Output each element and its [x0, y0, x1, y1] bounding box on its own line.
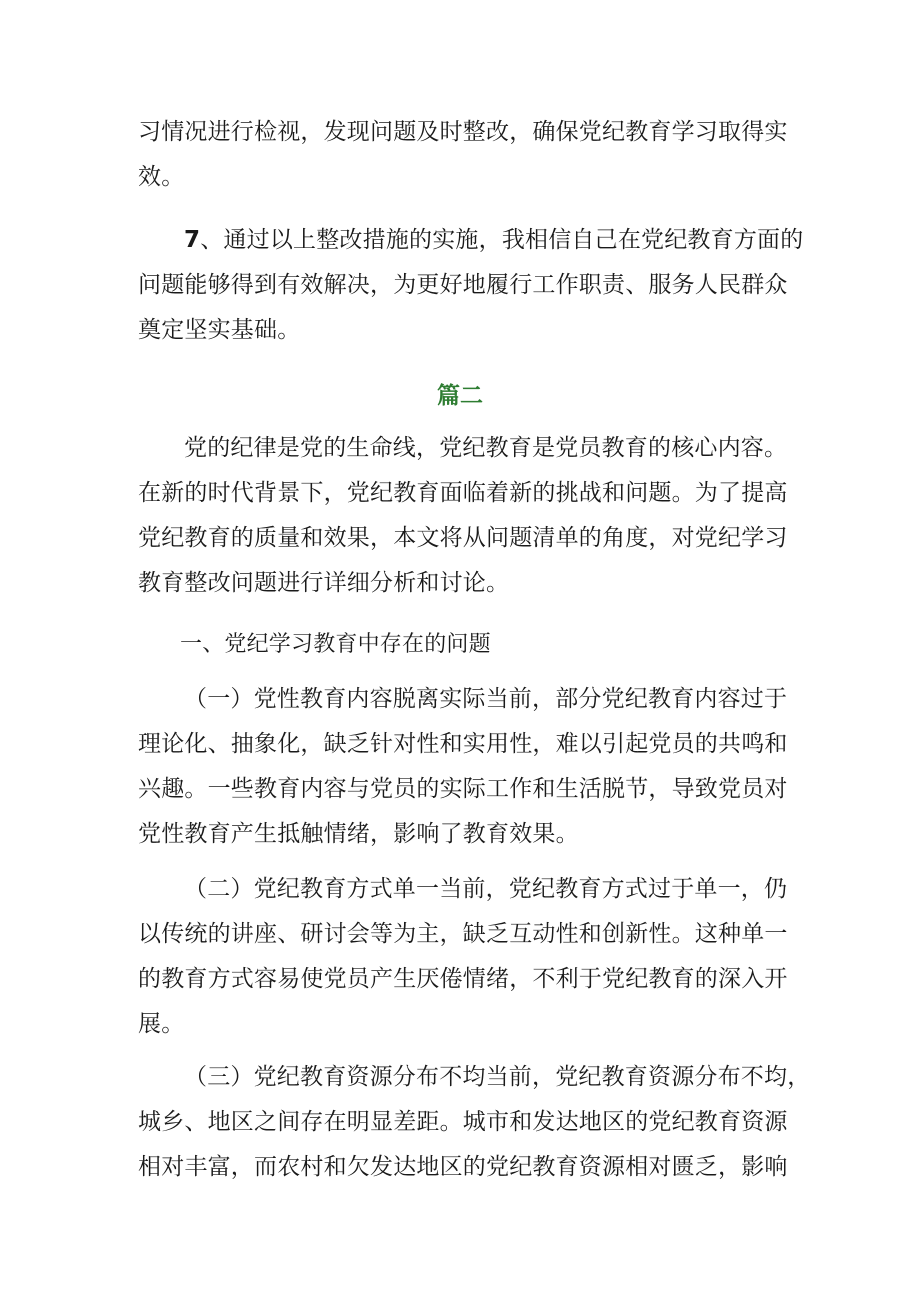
paragraph-line: 城乡、地区之间存在明显差距。城市和发达地区的党纪教育资源: [138, 1109, 788, 1135]
paragraph-line: 理论化、抽象化，缺乏针对性和实用性，难以引起党员的共鸣和: [138, 731, 788, 757]
paragraph-line: 党纪教育的质量和效果，本文将从问题清单的角度，对党纪学习: [138, 525, 788, 551]
paragraph-line: （三）党纪教育资源分布不均当前，党纪教育资源分布不均，: [184, 1064, 811, 1090]
point-number: 7: [184, 227, 201, 253]
point-7-first-line: [184, 225, 803, 255]
paragraph-line: 教育整改问题进行详细分析和讨论。: [138, 570, 510, 596]
paragraph-line: 以传统的讲座、研讨会等为主，缺乏互动性和创新性。这种单一: [138, 921, 788, 947]
paragraph-line: 党的纪律是党的生命线，党纪教育是党员教育的核心内容。: [184, 435, 788, 461]
paragraph-line: 党性教育产生抵触情绪，影响了教育效果。: [138, 821, 579, 847]
paragraph-line: 奠定坚实基础。: [138, 317, 301, 343]
paragraph-line: 在新的时代背景下，党纪教育面临着新的挑战和问题。为了提高: [138, 480, 788, 506]
paragraph-line: 相对丰富，而农村和欠发达地区的党纪教育资源相对匮乏，影响: [138, 1154, 788, 1180]
paragraph-line: 的教育方式容易使党员产生厌倦情绪，不利于党纪教育的深入开: [138, 966, 788, 992]
paragraph-line: 兴趣。一些教育内容与党员的实际工作和生活脱节，导致党员对: [138, 776, 788, 802]
paragraph-line: 问题能够得到有效解决，为更好地履行工作职责、服务人民群众: [138, 272, 788, 298]
paragraph-line: 展。: [138, 1011, 185, 1037]
point-text: 、通过以上整改措施的实施，我相信自己在党纪教育方面的: [200, 227, 804, 253]
paragraph-line: （二）党纪教育方式单一当前，党纪教育方式过于单一，仍: [184, 876, 788, 902]
paragraph-line: 习情况进行检视，发现问题及时整改，确保党纪教育学习取得实: [138, 119, 788, 145]
section-title: 篇二: [437, 382, 483, 409]
heading-problems: 一、党纪学习教育中存在的问题: [180, 632, 491, 657]
paragraph-line: 效。: [138, 164, 185, 190]
paragraph-line: （一）党性教育内容脱离实际当前，部分党纪教育内容过于: [184, 686, 788, 712]
